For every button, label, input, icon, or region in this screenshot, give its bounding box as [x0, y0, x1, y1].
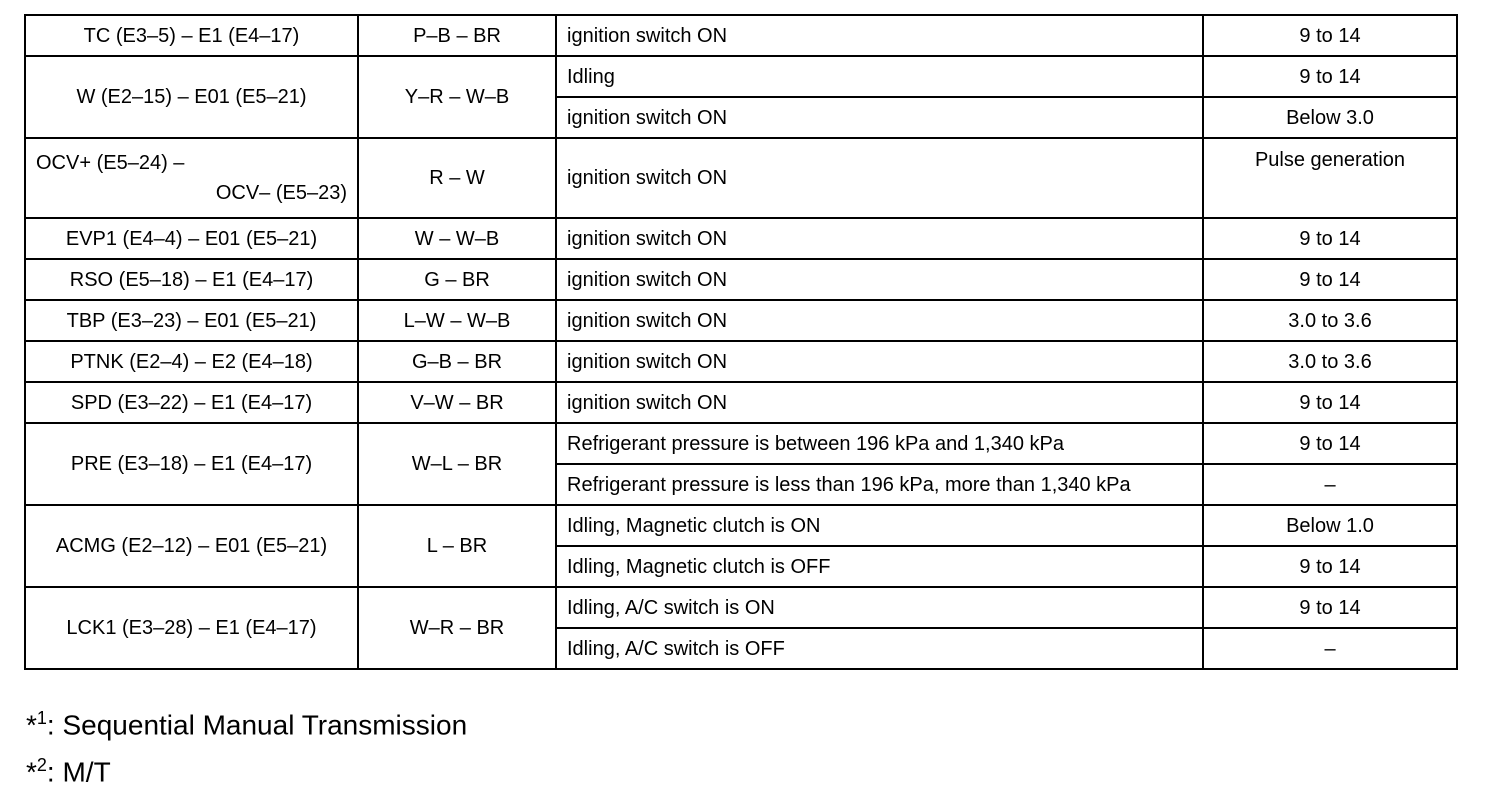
condition-cell: ignition switch ON [556, 382, 1203, 423]
specified-condition-cell: 9 to 14 [1203, 546, 1457, 587]
specified-condition-cell: – [1203, 464, 1457, 505]
condition-cell: Idling, A/C switch is OFF [556, 628, 1203, 669]
condition-cell: Refrigerant pressure is less than 196 kPa, more than 1,340 kPa [556, 464, 1203, 505]
table-row [25, 382, 1457, 423]
footnote-text: : Sequential Manual Transmission [46, 709, 468, 741]
terminal-line-2: OCV– (E5–23) [215, 182, 347, 204]
specified-condition-cell: 3.0 to 3.6 [1203, 341, 1457, 382]
table-row [25, 341, 1457, 382]
terminal-cell: TC (E3–5) – E1 (E4–17) [25, 15, 358, 56]
condition-cell: ignition switch ON [556, 259, 1203, 300]
table-row [25, 15, 1457, 56]
wiring-color-cell: W – W–B [358, 218, 556, 259]
condition-cell: ignition switch ON [556, 138, 1203, 218]
condition-cell: Idling, Magnetic clutch is OFF [556, 546, 1203, 587]
terminal-cell: LCK1 (E3–28) – E1 (E4–17) [25, 587, 358, 669]
footnote-number: 2 [36, 755, 47, 776]
table-row [25, 300, 1457, 341]
terminal-cell: W (E2–15) – E01 (E5–21) [25, 56, 358, 138]
wiring-color-cell: L–W – W–B [358, 300, 556, 341]
condition-cell: ignition switch ON [556, 15, 1203, 56]
terminal-spec-table [24, 14, 1458, 670]
table-row [25, 138, 1457, 218]
footnote-2 [26, 745, 467, 792]
condition-cell: ignition switch ON [556, 300, 1203, 341]
condition-cell: Idling, A/C switch is ON [556, 587, 1203, 628]
terminal-line-1: OCV+ (E5–24) – [36, 152, 185, 174]
condition-cell: ignition switch ON [556, 341, 1203, 382]
condition-cell: Idling [556, 56, 1203, 97]
wiring-color-cell: G–B – BR [358, 341, 556, 382]
terminal-cell: ACMG (E2–12) – E01 (E5–21) [25, 505, 358, 587]
specified-condition-cell: 9 to 14 [1203, 382, 1457, 423]
specified-condition-cell: – [1203, 628, 1457, 669]
condition-cell: ignition switch ON [556, 97, 1203, 138]
wiring-color-cell: V–W – BR [358, 382, 556, 423]
terminal-cell: EVP1 (E4–4) – E01 (E5–21) [25, 218, 358, 259]
wiring-color-cell: W–L – BR [358, 423, 556, 505]
condition-cell: ignition switch ON [556, 218, 1203, 259]
table-row [25, 505, 1457, 546]
wiring-color-cell: L – BR [358, 505, 556, 587]
terminal-cell: SPD (E3–22) – E1 (E4–17) [25, 382, 358, 423]
terminal-cell: PRE (E3–18) – E1 (E4–17) [25, 423, 358, 505]
specified-condition-cell: 9 to 14 [1203, 423, 1457, 464]
specified-condition-cell: 9 to 14 [1203, 587, 1457, 628]
table-row [25, 259, 1457, 300]
table-row [25, 587, 1457, 628]
wiring-color-cell: P–B – BR [358, 15, 556, 56]
footnote-number: 1 [36, 708, 47, 728]
specified-condition-cell: Below 3.0 [1203, 97, 1457, 138]
specified-condition-cell: 9 to 14 [1203, 15, 1457, 56]
specified-condition-cell: 3.0 to 3.6 [1203, 300, 1457, 341]
specified-condition-cell: Below 1.0 [1203, 505, 1457, 546]
footnotes [26, 698, 467, 793]
terminal-cell: RSO (E5–18) – E1 (E4–17) [25, 259, 358, 300]
specified-condition-cell: Pulse generation [1203, 138, 1457, 218]
specified-condition-cell: 9 to 14 [1203, 56, 1457, 97]
terminal-cell: PTNK (E2–4) – E2 (E4–18) [25, 341, 358, 382]
footnote-text: : M/T [46, 756, 111, 788]
footnote-mark: * [26, 756, 37, 788]
table-row [25, 423, 1457, 464]
footnote-1 [26, 698, 467, 745]
condition-cell: Refrigerant pressure is between 196 kPa and 1,340 kPa [556, 423, 1203, 464]
wiring-color-cell: G – BR [358, 259, 556, 300]
condition-cell: Idling, Magnetic clutch is ON [556, 505, 1203, 546]
wiring-color-cell: W–R – BR [358, 587, 556, 669]
table-row [25, 56, 1457, 97]
wiring-color-cell: R – W [358, 138, 556, 218]
terminal-cell: TBP (E3–23) – E01 (E5–21) [25, 300, 358, 341]
specified-condition-cell: 9 to 14 [1203, 259, 1457, 300]
terminal-cell [25, 138, 358, 218]
table-row [25, 218, 1457, 259]
specified-condition-cell: 9 to 14 [1203, 218, 1457, 259]
wiring-color-cell: Y–R – W–B [358, 56, 556, 138]
footnote-mark: * [26, 709, 37, 741]
